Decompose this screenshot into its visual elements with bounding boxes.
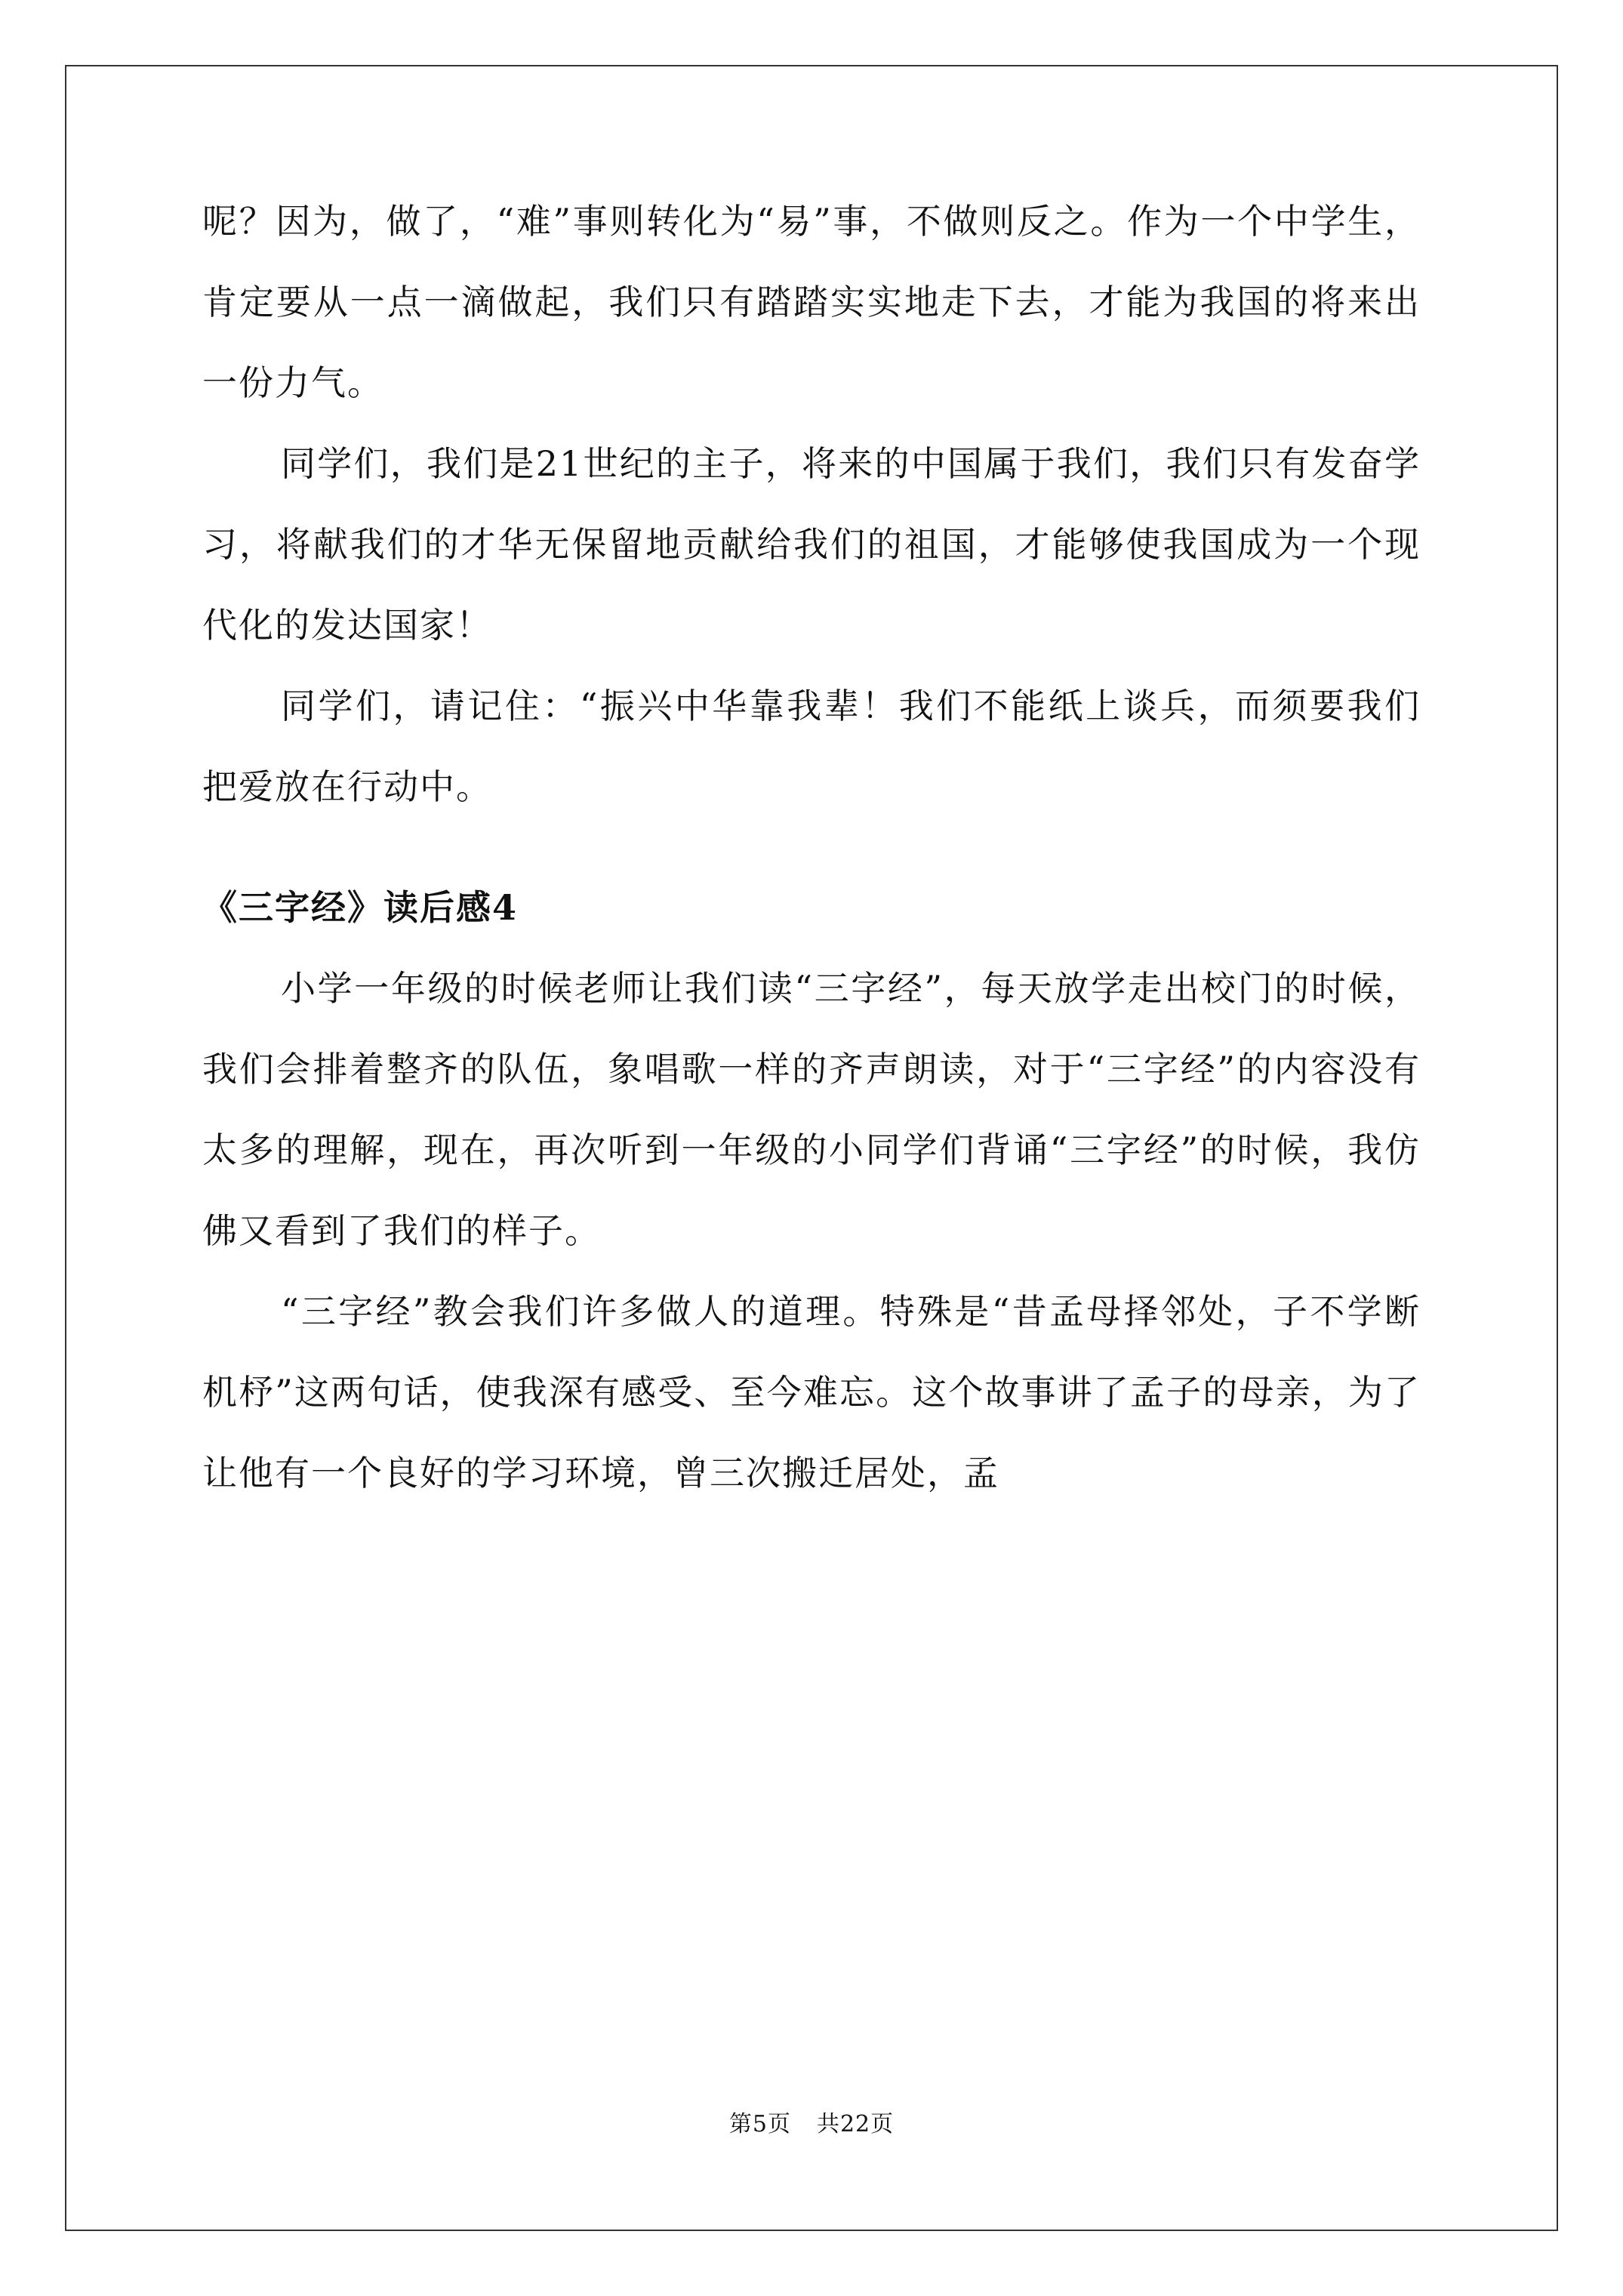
paragraph-first-grade: 小学一年级的时候老师让我们读“三字经”，每天放学走出校门的时候，我们会排着整齐的队伍，象唱歌一样的齐声朗读，对于“三字经”的内容没有太多的理解，现在，再次听到一年级的小同学们背诵“三字经”的时候，我仿佛又看到了我们的样子。: [202, 968, 1421, 1251]
section-title: 《三字经》读后感4: [202, 887, 519, 928]
paragraph-lessons: “三字经”教会我们许多做人的道理。特殊是“昔孟母择邻处，子不学断机杼”这两句话，使我深有感受、至今难忘。这个故事讲了孟子的母亲，为了让他有一个良好的学习环境，曾三次搬迁居处，孟: [202, 1291, 1421, 1493]
paragraph-21st-century: 同学们，我们是21世纪的主子，将来的中国属于我们，我们只有发奋学习，将献我们的才华无保留地贡献给我们的祖国，才能够使我国成为一个现代化的发达国家！: [202, 443, 1421, 646]
page-number: 第5页: [728, 2111, 791, 2137]
document-body: [202, 181, 1421, 1514]
page-total: 共22页: [816, 2111, 895, 2137]
paragraph-remember: 同学们，请记住：“振兴中华靠我辈！我们不能纸上谈兵，而须要我们把爱放在行动中。: [202, 686, 1421, 807]
page-footer: [0, 2105, 1623, 2138]
paragraph-continuation: 呢？因为，做了，“难”事则转化为“易”事，不做则反之。作为一个中学生，肯定要从一点一滴做起，我们只有踏踏实实地走下去，才能为我国的将来出一份力气。: [202, 201, 1421, 403]
